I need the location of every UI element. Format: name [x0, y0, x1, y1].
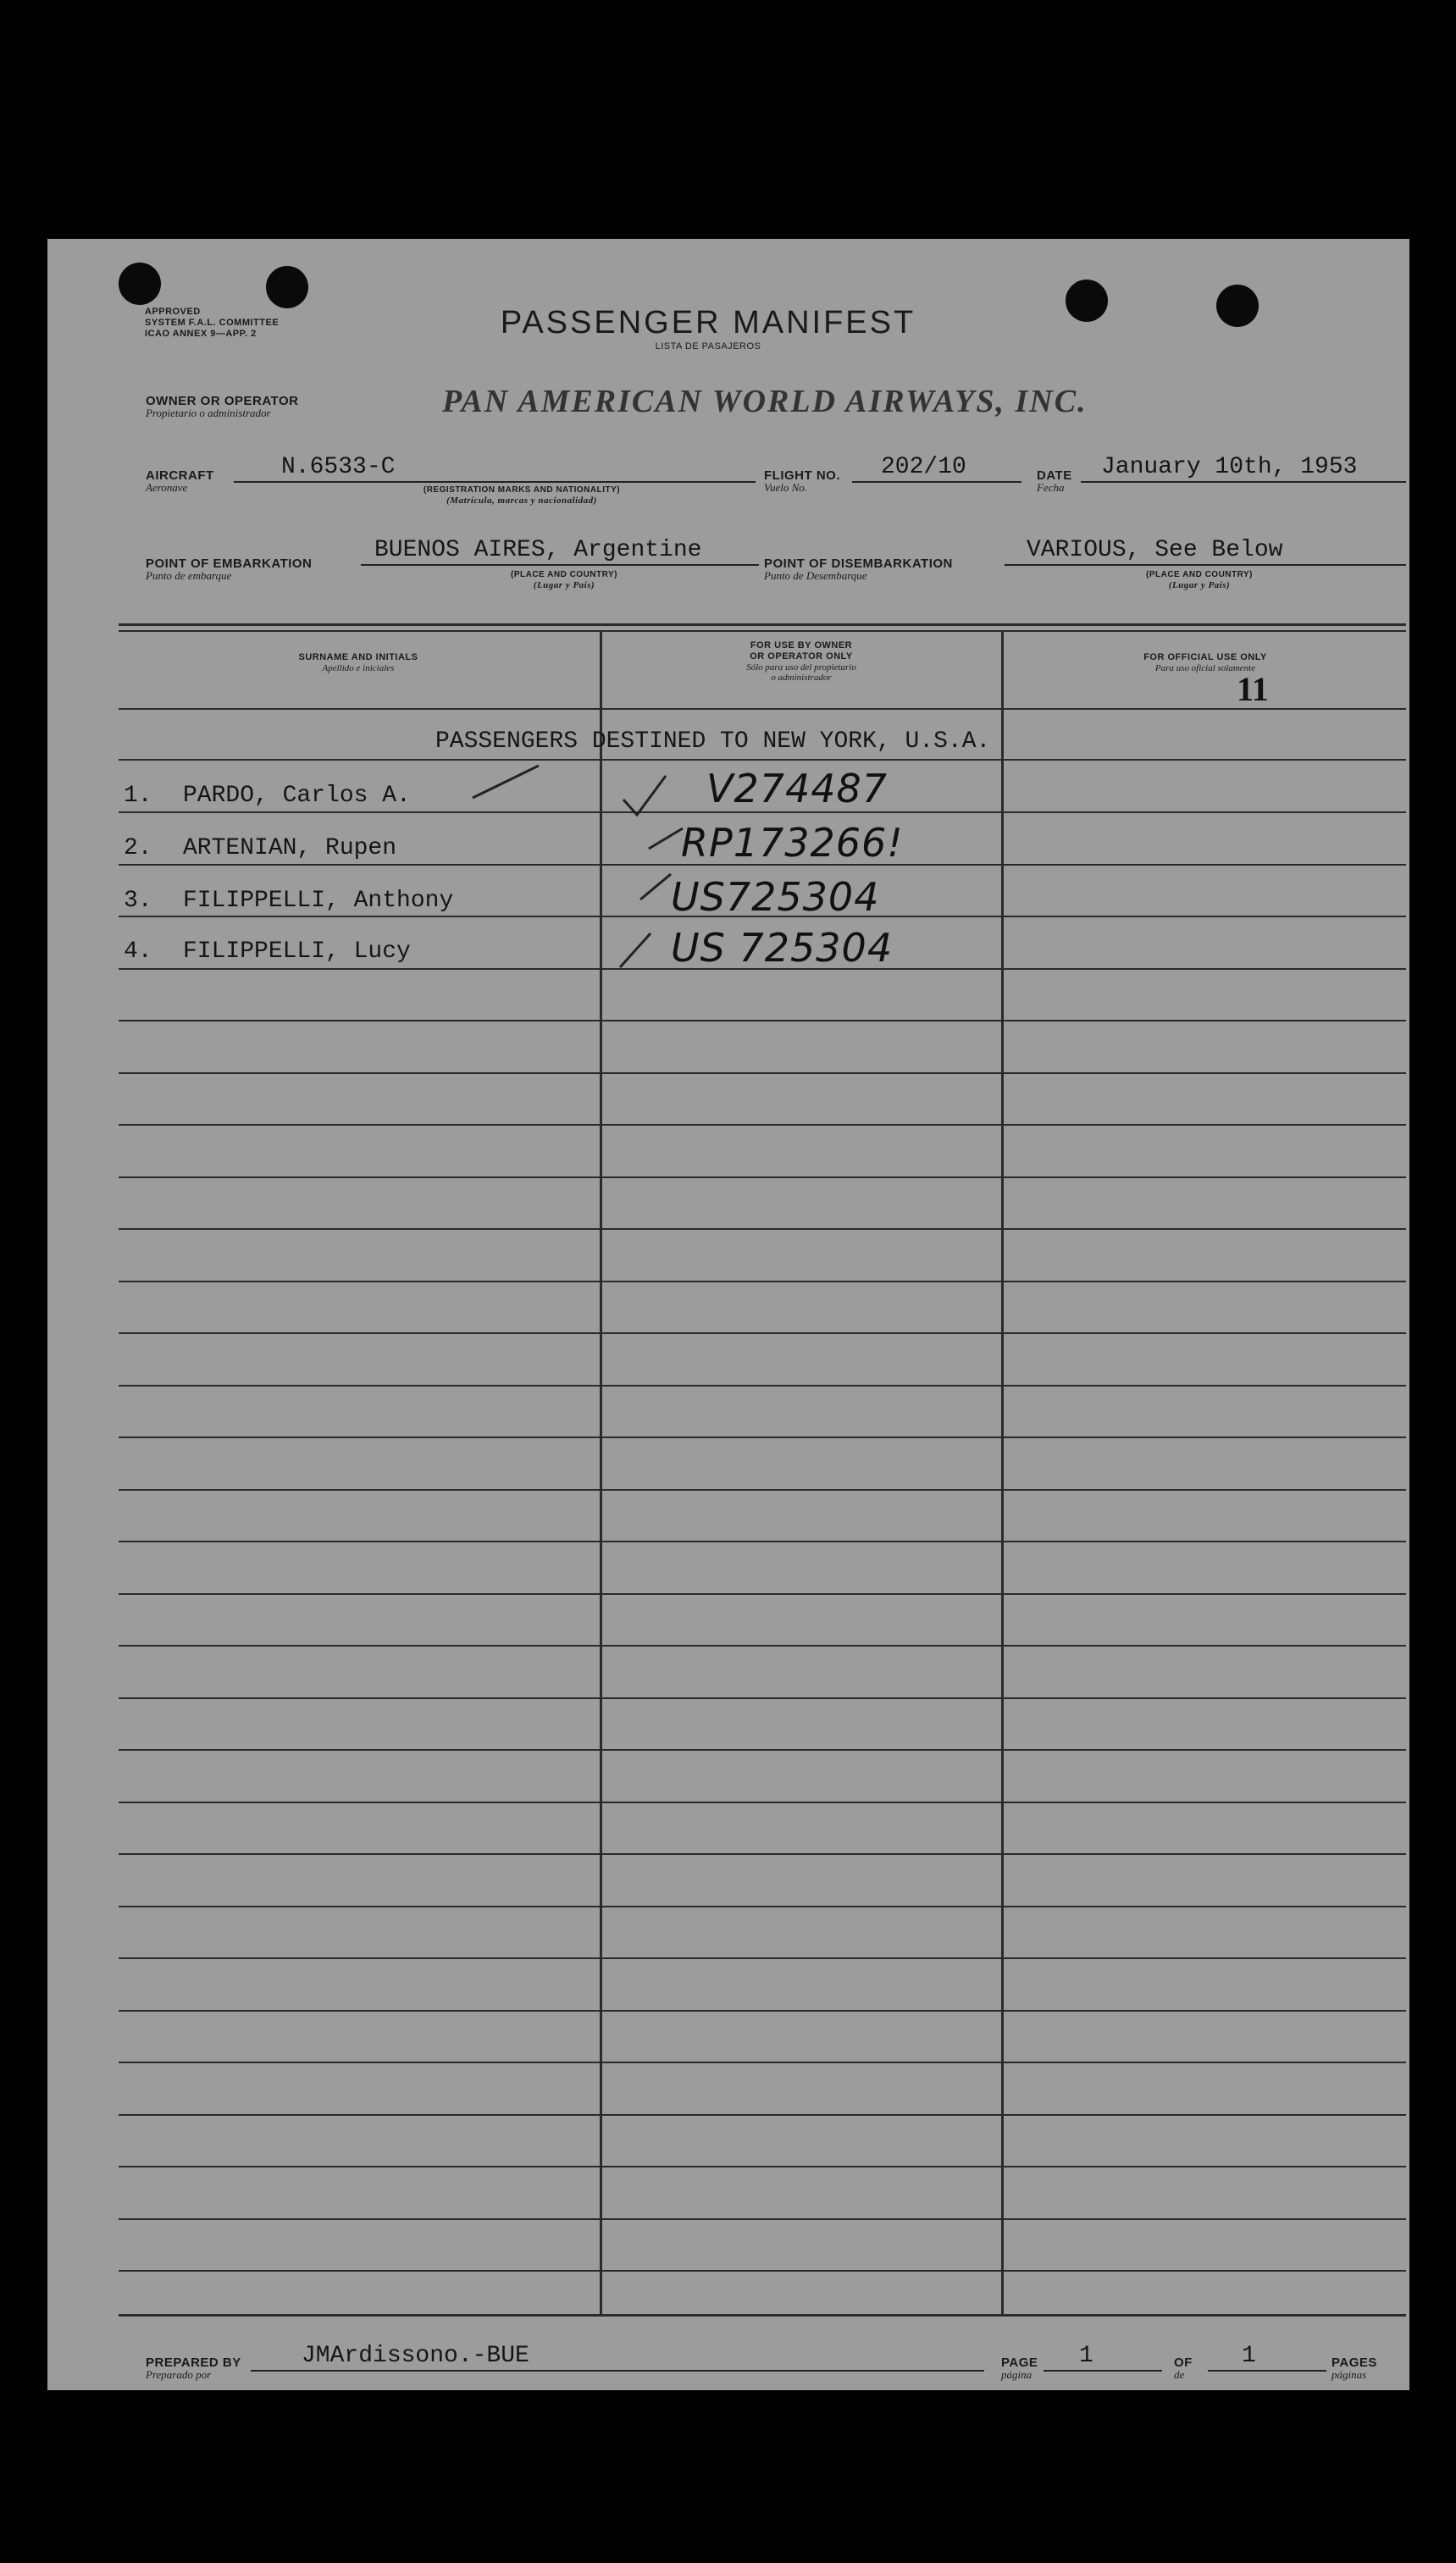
col-header-official: FOR OFFICIAL USE ONLY [1143, 652, 1267, 662]
flight-label-es: Vuelo No. [764, 481, 808, 494]
disembarkation-note-es: (Lugar y País) [1168, 580, 1231, 590]
ruled-line [119, 1749, 1406, 1751]
check-mark [640, 874, 671, 900]
page-label: PAGE [1001, 2355, 1038, 2370]
disembarkation-note: (PLACE AND COUNTRY) [1146, 570, 1253, 579]
owner-label: OWNER OR OPERATOR [146, 394, 299, 408]
punch-hole [266, 266, 308, 308]
col-header-owner-use: FOR USE BY OWNER [750, 640, 853, 650]
page-value: 1 [1079, 2343, 1093, 2369]
col-header-official-es: Para uso oficial solamente [1154, 663, 1256, 673]
passenger-number: 1. [124, 783, 152, 809]
ruled-line [119, 1593, 1406, 1595]
of-value: 1 [1242, 2343, 1256, 2369]
pages-label: PAGES [1331, 2355, 1377, 2370]
ruled-line [119, 2270, 1406, 2272]
ruled-line [119, 2218, 1406, 2220]
passenger-number: 2. [124, 835, 152, 861]
approval-note [145, 307, 279, 340]
date-label-es: Fecha [1037, 481, 1065, 494]
passport-number: US725304 [671, 874, 880, 920]
ruled-line [119, 2166, 1406, 2167]
ruled-line [119, 1385, 1406, 1387]
approval-line: ICAO ANNEX 9—APP. 2 [145, 329, 257, 339]
col-header-owner-use-es: Sólo para uso del propietario [746, 662, 856, 673]
owner-label-es: Propietario o administrador [146, 407, 271, 419]
embarkation-value: BUENOS AIRES, Argentine [374, 537, 702, 563]
ruled-line [119, 2114, 1406, 2116]
embarkation-note: (PLACE AND COUNTRY) [511, 570, 617, 579]
embarkation-note-es: (Lugar y País) [533, 580, 595, 590]
passenger-name: FILIPPELLI, Lucy [183, 938, 411, 965]
ruled-line [119, 1541, 1406, 1542]
ruled-line [119, 1645, 1406, 1647]
col-header-owner-use: OR OPERATOR ONLY [750, 651, 853, 662]
embarkation-label: POINT OF EMBARKATION [146, 556, 313, 571]
date-label: DATE [1037, 468, 1072, 483]
ruled-line [119, 2062, 1406, 2063]
page-label-es: página [1001, 2368, 1032, 2381]
passenger-name: ARTENIAN, Rupen [183, 835, 397, 861]
ruled-line [119, 2010, 1406, 2012]
section-heading: PASSENGERS DESTINED TO NEW YORK, U.S.A. [435, 728, 991, 755]
ruled-line [119, 1853, 1406, 1855]
passenger-number: 4. [124, 938, 152, 965]
passport-number: US 725304 [671, 925, 894, 971]
document-title: PASSENGER MANIFEST [500, 305, 916, 340]
passenger-name: PARDO, Carlos A. [183, 783, 411, 809]
aircraft-value: N.6533-C [281, 454, 396, 480]
punch-hole [1066, 280, 1108, 322]
prepared-label: PREPARED BY [146, 2355, 241, 2370]
ruled-line [119, 708, 1406, 710]
flight-label: FLIGHT NO. [764, 468, 840, 483]
check-mark [623, 776, 666, 815]
flight-value: 202/10 [881, 454, 966, 480]
passport-number: V274487 [706, 766, 889, 811]
aircraft-note-es: (Matrícula, marcas y nacionalidad) [446, 495, 597, 506]
punch-hole [119, 263, 161, 305]
ruled-line [119, 1072, 1406, 1074]
passenger-number: 3. [124, 888, 152, 914]
document-subtitle: LISTA DE PASAJEROS [655, 341, 761, 352]
check-marks [471, 756, 742, 976]
passenger-name: FILIPPELLI, Anthony [183, 888, 454, 914]
aircraft-label-es: Aeronave [146, 481, 188, 494]
of-label-es: de [1174, 2368, 1185, 2381]
aircraft-label: AIRCRAFT [146, 468, 214, 483]
passport-number: RP173266! [681, 820, 904, 866]
prepared-label-es: Preparado por [146, 2368, 212, 2381]
embarkation-label-es: Punto de embarque [146, 569, 232, 582]
ruled-line [119, 1436, 1406, 1438]
manifest-sheet [47, 239, 1409, 2390]
official-mark: 11 [1237, 670, 1269, 708]
prepared-value: JMArdissono.-BUE [302, 2343, 529, 2369]
ruled-line [119, 1228, 1406, 1230]
disembarkation-value: VARIOUS, See Below [1027, 537, 1283, 563]
pen-stroke [473, 766, 539, 798]
col-header-surname: SURNAME AND INITIALS [298, 652, 418, 662]
col-header-owner-use-es: o administrador [771, 673, 832, 683]
ruled-line [119, 1489, 1406, 1491]
aircraft-note: (REGISTRATION MARKS AND NATIONALITY) [423, 485, 621, 495]
date-value: January 10th, 1953 [1101, 454, 1358, 480]
ruled-line [119, 1124, 1406, 1126]
ruled-line [119, 1020, 1406, 1021]
approval-line: APPROVED [145, 307, 201, 317]
approval-line: SYSTEM F.A.L. COMMITTEE [145, 318, 280, 328]
ruled-line [119, 1281, 1406, 1282]
ruled-line [119, 1697, 1406, 1699]
pages-label-es: páginas [1331, 2368, 1367, 2381]
company-name: PAN AMERICAN WORLD AIRWAYS, INC. [442, 384, 1088, 419]
check-mark [620, 933, 650, 967]
ruled-line [119, 811, 1406, 813]
ruled-line [119, 1176, 1406, 1178]
disembarkation-label: POINT OF DISEMBARKATION [764, 556, 953, 571]
ruled-line [119, 1332, 1406, 1334]
col-header-surname-es: Apellido e iniciales [322, 663, 395, 673]
punch-hole [1216, 285, 1259, 327]
ruled-line [119, 1802, 1406, 1803]
of-label: OF [1174, 2355, 1193, 2370]
disembarkation-label-es: Punto de Desembarque [764, 569, 867, 582]
ruled-line [119, 759, 1406, 761]
ruled-line [119, 1957, 1406, 1959]
check-mark [649, 828, 683, 849]
ruled-line [119, 1906, 1406, 1907]
